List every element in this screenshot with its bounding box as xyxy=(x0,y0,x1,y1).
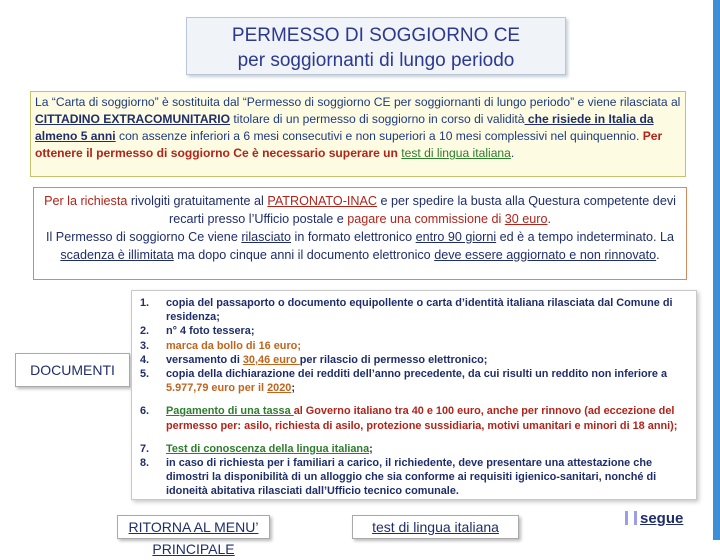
richiesta-f: in formato elettronico xyxy=(291,230,416,244)
richiesta-h: ma dopo cinque anni il documento elettronico xyxy=(173,248,435,262)
intro-text: La “Carta di soggiorno” è sostituita dal “Permesso di soggiorno CE per soggiornanti di lungo periodo” e viene rilasciata al xyxy=(35,95,681,109)
intro-cittadino: CITTADINO EXTRACOMUNITARIO xyxy=(35,112,231,126)
list-item: 4. versamento di 30,46 euro per rilascio di permesso elettronico; xyxy=(140,353,488,366)
richiesta-c: e per spedire la busta alla Questura competente devi recarti presso l’Ufficio postale e xyxy=(169,194,676,226)
intro-test-link[interactable]: test di lingua italiana xyxy=(401,146,511,160)
intro-text-2: titolare di un permesso di soggiorno in corso di validità xyxy=(230,112,525,126)
list-item: 7. Test di conoscenza della lingua italiana; xyxy=(140,442,373,455)
richiesta-pagare: pagare una commissione di xyxy=(347,212,505,226)
title-line-1: PERMESSO DI SOGGIORNO CE xyxy=(231,25,521,46)
richiesta-e: Il Permesso di soggiorno Ce viene xyxy=(46,230,242,244)
list-item: 1. copia del passaporto o documento equipollente o carta d’identità italiana rilasciata dal Comune di residenza; xyxy=(140,297,673,324)
tassa-link[interactable]: Pagamento di una tassa xyxy=(166,405,294,418)
intro-risiede: che risiede in Italia da almeno 5 anni xyxy=(35,112,654,143)
right-border xyxy=(713,0,720,540)
intro-ottenere: Per ottenere il permesso di soggiorno Ce è necessario superare un xyxy=(35,129,663,160)
richiesta-b: rivolgiti gratuitamente al xyxy=(127,194,268,208)
intro-text-box xyxy=(30,91,686,177)
test-conoscenza-link[interactable]: Test di conoscenza della lingua italiana xyxy=(166,442,370,455)
richiesta-g: ed è a tempo indeterminato. La xyxy=(496,230,674,244)
richiesta-d: . xyxy=(547,212,551,226)
richiesta-deve: deve essere aggiornato e non rinnovato xyxy=(434,248,657,262)
documenti-label: DOCUMENTI xyxy=(15,353,130,387)
richiesta-i: . xyxy=(656,248,660,262)
intro-end: . xyxy=(510,146,515,160)
richiesta-entro: entro 90 giorni xyxy=(415,230,497,244)
list-item: 2. n° 4 foto tessera; xyxy=(140,325,255,338)
list-item: 6. Pagamento di una tassa al Governo italiano tra 40 e 100 euro, anche per rinnovo (ad eccezione del permesso per: asilo, richiesta di asilo, protezione sussidiaria, motivi umanitari e minori di 18 anni); xyxy=(140,405,678,432)
intro-text-3: con assenze inferiori a 6 mesi consecutivi e non superiori a 10 mesi complessivi nel quinquennio. xyxy=(115,129,643,143)
action-forward-icon xyxy=(625,511,637,525)
segue-button[interactable] xyxy=(625,510,683,527)
page-title xyxy=(186,17,566,75)
title-line-2: per soggiornanti di lungo periodo xyxy=(237,50,515,71)
patronato-link: PATRONATO-INAC xyxy=(267,194,377,208)
list-item: 3. marca da bollo di 16 euro; xyxy=(140,339,301,352)
list-item: 8. in caso di richiesta per i familiari a carico, il richiedente, deve presentare una attestazione che dimostri la disponibilità di un alloggio che sia conforme ai requisiti igienico-sanitari, nonché di idoneità abitativa rilasciati dall’Ufficio tecnico comunale. xyxy=(140,457,657,498)
documenti-list xyxy=(140,296,695,499)
list-item: 5. copia della dichiarazione dei redditi dell’anno precedente, da cui risulti un reddito non inferiore a 5.977,79 euro per il 2020; xyxy=(140,368,668,395)
menu-button[interactable]: RITORNA AL MENU’ PRINCIPALE xyxy=(117,515,270,539)
richiesta-scadenza: scadenza è illimitata xyxy=(60,248,174,262)
test-lingua-button[interactable]: test di lingua italiana xyxy=(352,515,519,539)
segue-label: segue xyxy=(640,510,684,527)
richiesta-rilasciato: rilasciato xyxy=(241,230,292,244)
richiesta-trenta: 30 euro xyxy=(504,212,548,226)
richiesta-box xyxy=(33,187,687,280)
richiesta-a: Per la richiesta xyxy=(44,194,128,208)
